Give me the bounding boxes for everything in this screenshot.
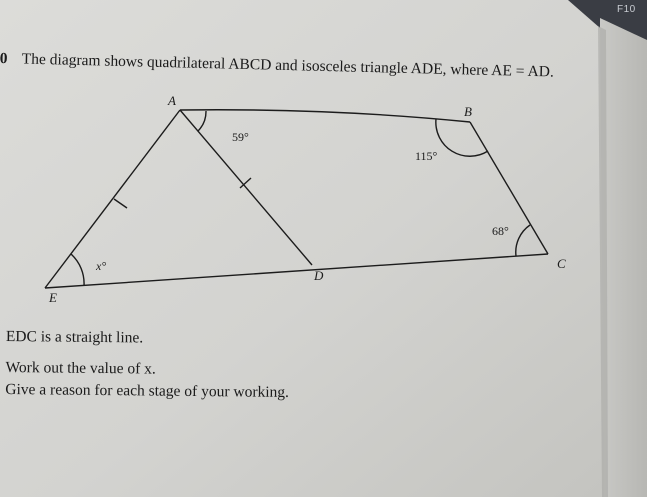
point-label-c: C — [557, 256, 566, 271]
point-label-d: D — [314, 268, 324, 283]
statement-instruction: Work out the value of x. — [5, 358, 156, 378]
point-label-e: E — [49, 290, 57, 305]
question-number: 0 — [0, 50, 8, 68]
statement-reason: Give a reason for each stage of your working. — [5, 380, 290, 401]
angle-label-b: 115° — [415, 149, 438, 163]
statement-straight-line: EDC is a straight line. — [5, 327, 144, 347]
point-label-a: A — [168, 93, 176, 108]
point-label-b: B — [464, 104, 472, 119]
corner-label: F10 — [617, 4, 636, 15]
angle-label-e: x° — [96, 259, 107, 273]
angle-label-a: 59° — [232, 130, 249, 144]
angle-label-c: 68° — [492, 224, 509, 238]
question-text: The diagram shows quadrilateral ABCD and isosceles triangle ADE, where AE = AD. — [21, 50, 555, 81]
question-body — [5, 326, 426, 405]
